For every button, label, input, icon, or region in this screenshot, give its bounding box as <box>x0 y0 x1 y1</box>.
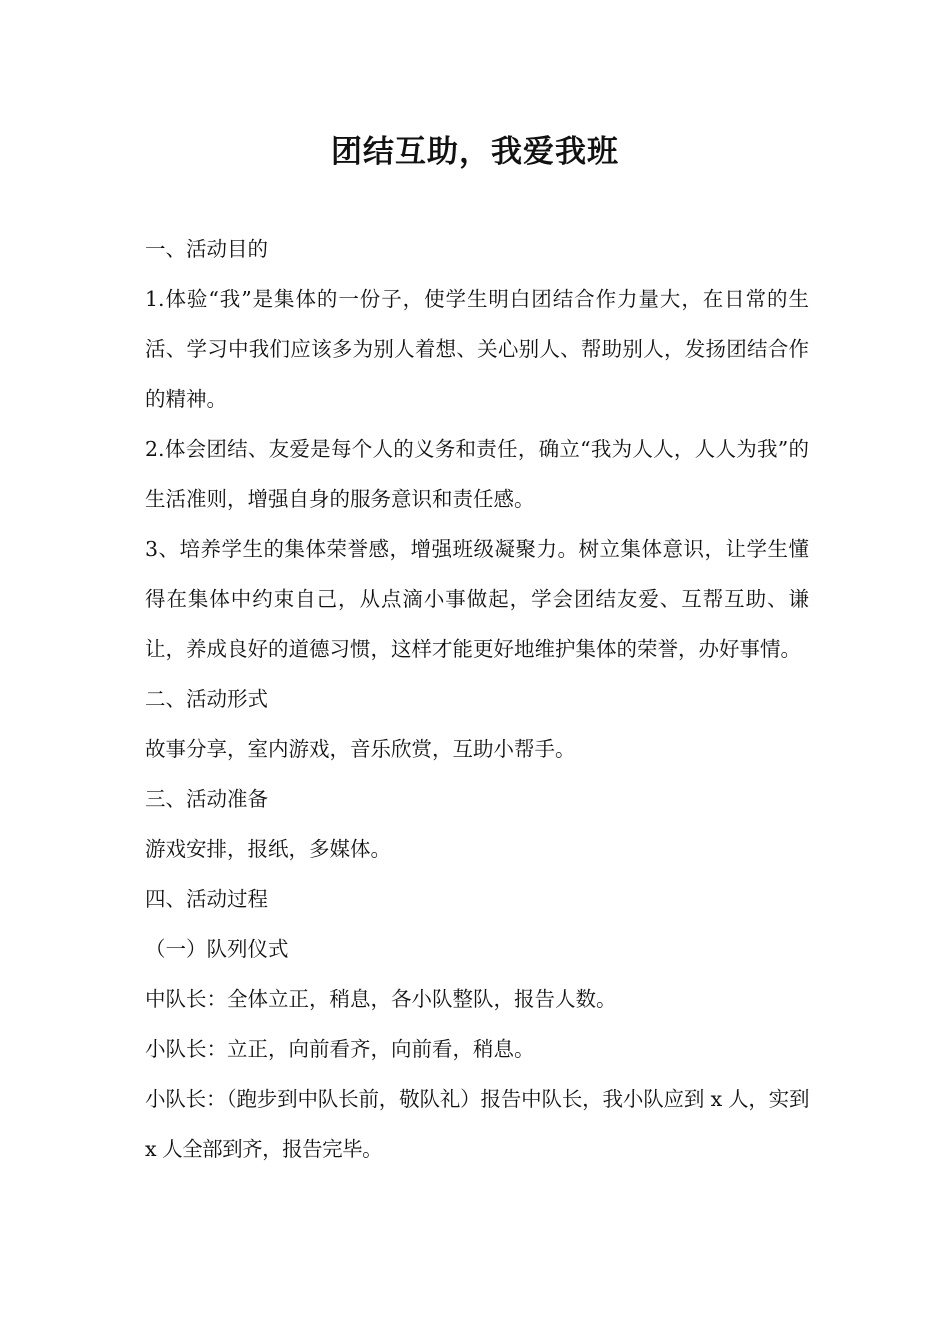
dialogue-line: 小队长：（跑步到中队长前，敬队礼）报告中队长，我小队应到 x 人，实到 x 人全部到齐，报告完毕。 <box>145 1087 809 1161</box>
section-heading-form: 二、活动形式 <box>145 687 268 711</box>
form-content: 故事分享，室内游戏，音乐欣赏，互助小帮手。 <box>145 737 576 761</box>
subsection-heading-ceremony: （一）队列仪式 <box>145 937 289 961</box>
purpose-item-1: 1.体验“我”是集体的一份子，使学生明白团结合作力量大，在日常的生活、学习中我们应该多为别人着想、关心别人、帮助别人，发扬团结合作的精神。 <box>145 287 809 411</box>
preparation-content: 游戏安排，报纸，多媒体。 <box>145 837 391 861</box>
document-body <box>145 224 809 1174</box>
section-heading-process: 四、活动过程 <box>145 887 268 911</box>
dialogue-line: 小队长：立正，向前看齐，向前看，稍息。 <box>145 1037 535 1061</box>
section-heading-preparation: 三、活动准备 <box>145 787 268 811</box>
purpose-item-2: 2.体会团结、友爱是每个人的义务和责任，确立“我为人人，人人为我”的生活准则，增强自身的服务意识和责任感。 <box>145 437 809 511</box>
document-title: 团结互助，我爱我班 <box>331 134 619 170</box>
purpose-item-3: 3、培养学生的集体荣誉感，增强班级凝聚力。树立集体意识，让学生懂得在集体中约束自己，从点滴小事做起，学会团结友爱、互帮互助、谦让，养成良好的道德习惯，这样才能更好地维护集体的荣誉，办好事情。 <box>145 537 809 661</box>
section-heading-purpose: 一、活动目的 <box>145 237 268 261</box>
dialogue-line: 中队长：全体立正，稍息，各小队整队，报告人数。 <box>145 987 617 1011</box>
